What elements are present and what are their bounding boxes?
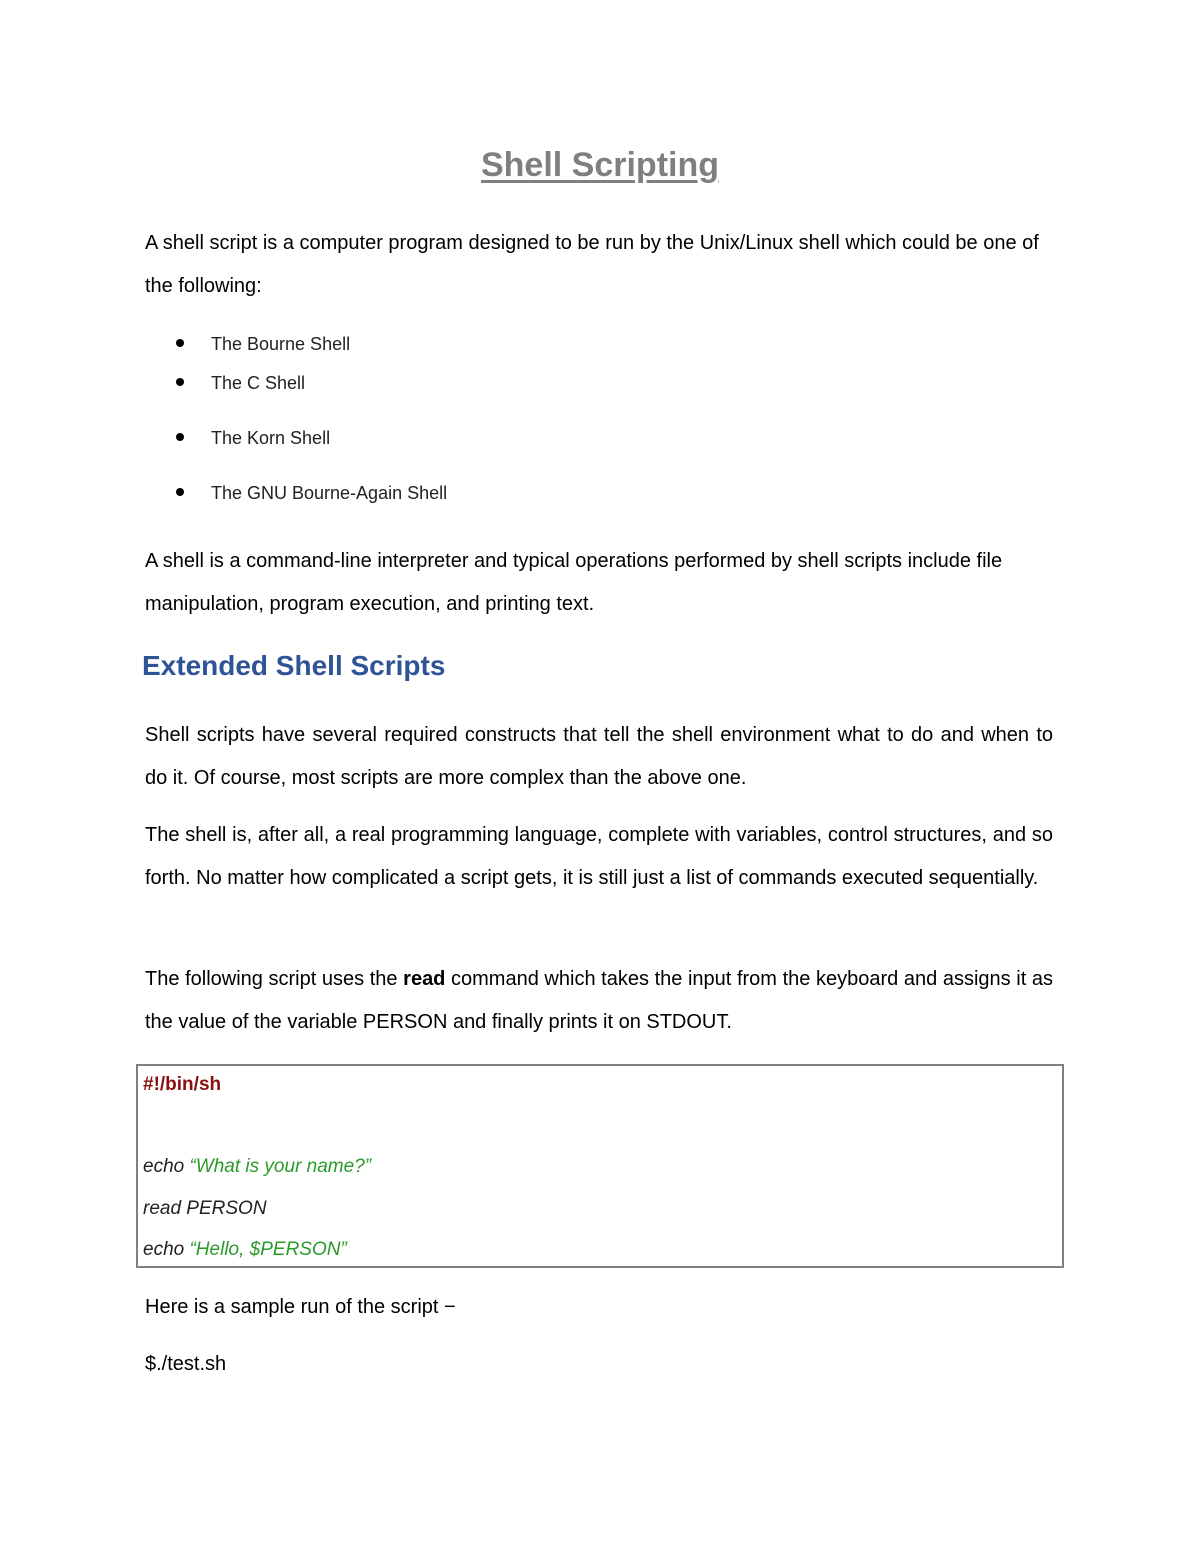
code-string: “Hello, $PERSON”	[189, 1239, 347, 1260]
paragraph-text: command which takes the input from the keyboard and assigns it as the value of the variable PERSON and finally prints it on STDOUT.	[145, 968, 1053, 1033]
page-title: Shell Scripting	[480, 146, 720, 184]
code-string: “What is your name?”	[189, 1156, 372, 1177]
sample-run-command: $./test.sh	[145, 1353, 227, 1375]
sample-run-label: Here is a sample run of the script −	[145, 1296, 456, 1318]
section-heading: Extended Shell Scripts	[142, 650, 446, 681]
bullet-icon	[176, 339, 184, 347]
list-item-label: The Korn Shell	[211, 428, 331, 448]
section-paragraph-3	[145, 958, 1053, 1044]
section-paragraph-2: The shell is, after all, a real programming language, complete with variables, control structures, and so forth. No matter how complicated a script gets, it is still just a list of commands executed sequentially.	[145, 824, 1053, 889]
code-block	[136, 1064, 1064, 1268]
code-line-read: read PERSON	[143, 1198, 267, 1219]
shell-description-paragraph: A shell is a command-line interpreter and typical operations performed by shell scripts include file manipulation, program execution, and printing text.	[145, 550, 1003, 615]
code-shebang: #!/bin/sh	[143, 1074, 222, 1095]
list-item-label: The Bourne Shell	[211, 334, 351, 354]
bullet-icon	[176, 378, 184, 386]
code-command: echo	[143, 1156, 190, 1177]
list-item-label: The C Shell	[211, 373, 306, 393]
code-command: echo	[143, 1239, 190, 1260]
code-line-echo-question	[143, 1156, 371, 1178]
code-line-echo-hello	[143, 1239, 347, 1261]
read-keyword: read	[403, 968, 446, 990]
bullet-icon	[176, 433, 184, 441]
section-paragraph-1: Shell scripts have several required constructs that tell the shell environment what to do and when to do it. Of course, most scripts are more complex than the above one.	[145, 724, 1053, 789]
paragraph-text: The following script uses the	[145, 968, 404, 990]
intro-paragraph: A shell script is a computer program designed to be run by the Unix/Linux shell which could be one of the following:	[145, 232, 1039, 297]
bullet-icon	[176, 488, 184, 496]
list-item-label: The GNU Bourne-Again Shell	[211, 483, 448, 503]
